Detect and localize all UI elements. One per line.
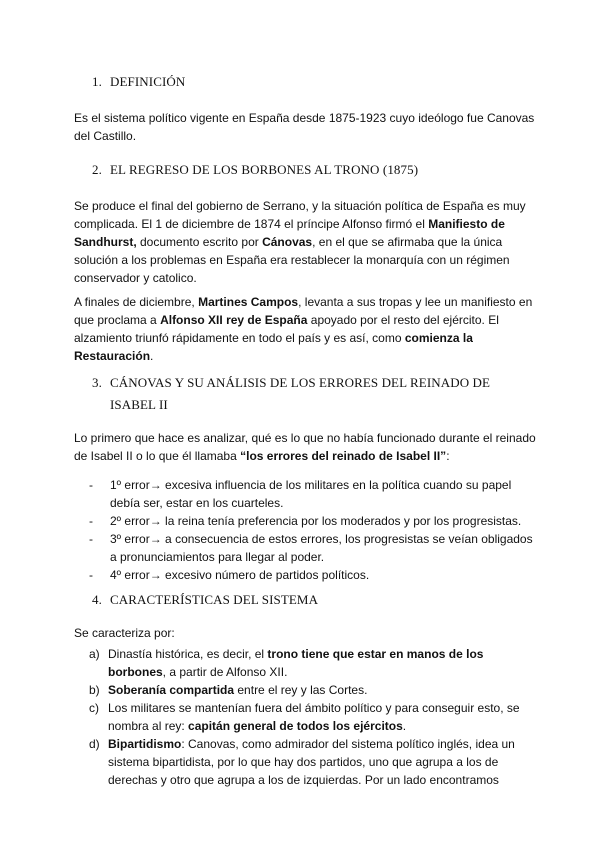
list-marker: c): [89, 701, 99, 715]
bold-text: Alfonso XII rey de España: [160, 313, 308, 327]
list-item-text: 2º error→ la reina tenía preferencia por los moderados y por los progresistas.: [110, 514, 522, 528]
list-marker: d): [89, 737, 100, 751]
list-marker: -: [89, 514, 93, 528]
list-item-text: 3º error→ a consecuencia de estos errores, los progresistas se veían obligados a pronunciamientos para llegar al poder.: [110, 532, 533, 564]
section-heading-2: [92, 159, 510, 181]
list-item: [89, 681, 539, 699]
bold-text: Soberanía compartida: [108, 683, 235, 697]
bold-text: Cánovas: [262, 235, 313, 249]
paragraph-text: Se caracteriza por:: [74, 626, 175, 640]
section-title: CARACTERÍSTICAS DEL SISTEMA: [110, 592, 319, 607]
list-item: [89, 566, 539, 584]
list-item: [89, 735, 539, 789]
list-marker: -: [89, 568, 93, 582]
text-span: documento escrito por: [136, 235, 263, 249]
text-span: , en el que se afirmaba que la única solución a los problemas en España era restablecer la monarquía con un régimen conservador y catolico.: [74, 235, 510, 285]
text-span: , a partir de Alfonso XII.: [162, 665, 288, 679]
list-item: [89, 645, 539, 681]
bold-text: capitán general de todos los ejércitos: [188, 719, 403, 733]
section-heading-4: [92, 589, 510, 611]
list-marker: -: [89, 478, 93, 492]
section-title: DEFINICIÓN: [110, 74, 186, 89]
text-span: Se produce el final del gobierno de Serrano, y la situación política de España es muy complicada. El 1 de diciembre de 1874 el príncipe Alfonso firmó el: [74, 199, 526, 231]
text-span: Los militares se mantenían fuera del ámbito político y para conseguir esto, se nombra al rey:: [108, 701, 520, 733]
bold-text: Martines Campos: [198, 295, 299, 309]
section-number: 2.: [92, 162, 102, 177]
bold-text: Bipartidismo: [108, 737, 182, 751]
text-span: A finales de diciembre,: [74, 295, 199, 309]
section-number: 4.: [92, 592, 102, 607]
paragraph-regreso-2: [74, 293, 536, 365]
section-heading-1: [92, 71, 510, 93]
bold-text: “los errores del reinado de Isabel II”: [240, 449, 447, 463]
list-item: [89, 512, 539, 530]
section-number: 3.: [92, 375, 102, 390]
text-span: Dinastía histórica, es decir, el: [108, 647, 268, 661]
section-heading-3: [92, 372, 510, 416]
errores-list: [89, 476, 539, 584]
text-span: Lo primero que hace es analizar, qué es lo que no había funcionado durante el reinado de Isabel II o lo que él llamaba: [74, 431, 536, 463]
paragraph-caracteristicas-intro: [74, 624, 536, 642]
list-item-text: 4º error→ excesivo número de partidos políticos.: [110, 568, 370, 582]
list-marker: -: [89, 532, 93, 546]
text-span: entre el rey y las Cortes.: [234, 683, 368, 697]
list-item: [89, 699, 539, 735]
paragraph-definicion: [74, 109, 536, 145]
bold-text: comienza la Restauración: [74, 331, 473, 363]
bold-text: trono tiene que estar en manos de los borbones: [108, 647, 484, 679]
section-number: 1.: [92, 74, 102, 89]
paragraph-regreso-1: [74, 197, 536, 287]
list-item-text: 1º error→ excesiva influencia de los militares en la política cuando su papel debía ser, estar en los cuarteles.: [110, 478, 512, 510]
list-item: [89, 476, 539, 512]
text-span: .: [150, 349, 154, 363]
text-span: .: [402, 719, 407, 733]
caracteristicas-list: [89, 645, 539, 789]
section-title: CÁNOVAS Y SU ANÁLISIS DE LOS ERRORES DEL REINADO DE ISABEL II: [110, 375, 491, 412]
paragraph-errores-intro: [74, 429, 536, 465]
text-span: apoyado por el resto del ejército. El alzamiento triunfó rápidamente en todo el país y es así, como: [74, 313, 499, 345]
text-span: , levanta a sus tropas y lee un manifiesto en que proclama a: [74, 295, 533, 327]
section-title: EL REGRESO DE LOS BORBONES AL TRONO (1875): [110, 162, 419, 177]
paragraph-text: Es el sistema político vigente en España desde 1875-1923 cuyo ideólogo fue Canovas del Castillo.: [74, 111, 535, 143]
text-span: :: [446, 449, 450, 463]
list-item: [89, 530, 539, 566]
bold-text: Manifiesto de Sandhurst,: [74, 217, 505, 249]
text-span: : Canovas, como admirador del sistema político inglés, idea un sistema bipartidista, por lo que hay dos partidos, uno que agrupa a los de derechas y otro que agrupa a los de izquierdas. Por un lado encontramos: [108, 737, 515, 787]
list-marker: a): [89, 647, 100, 661]
list-marker: b): [89, 683, 100, 697]
